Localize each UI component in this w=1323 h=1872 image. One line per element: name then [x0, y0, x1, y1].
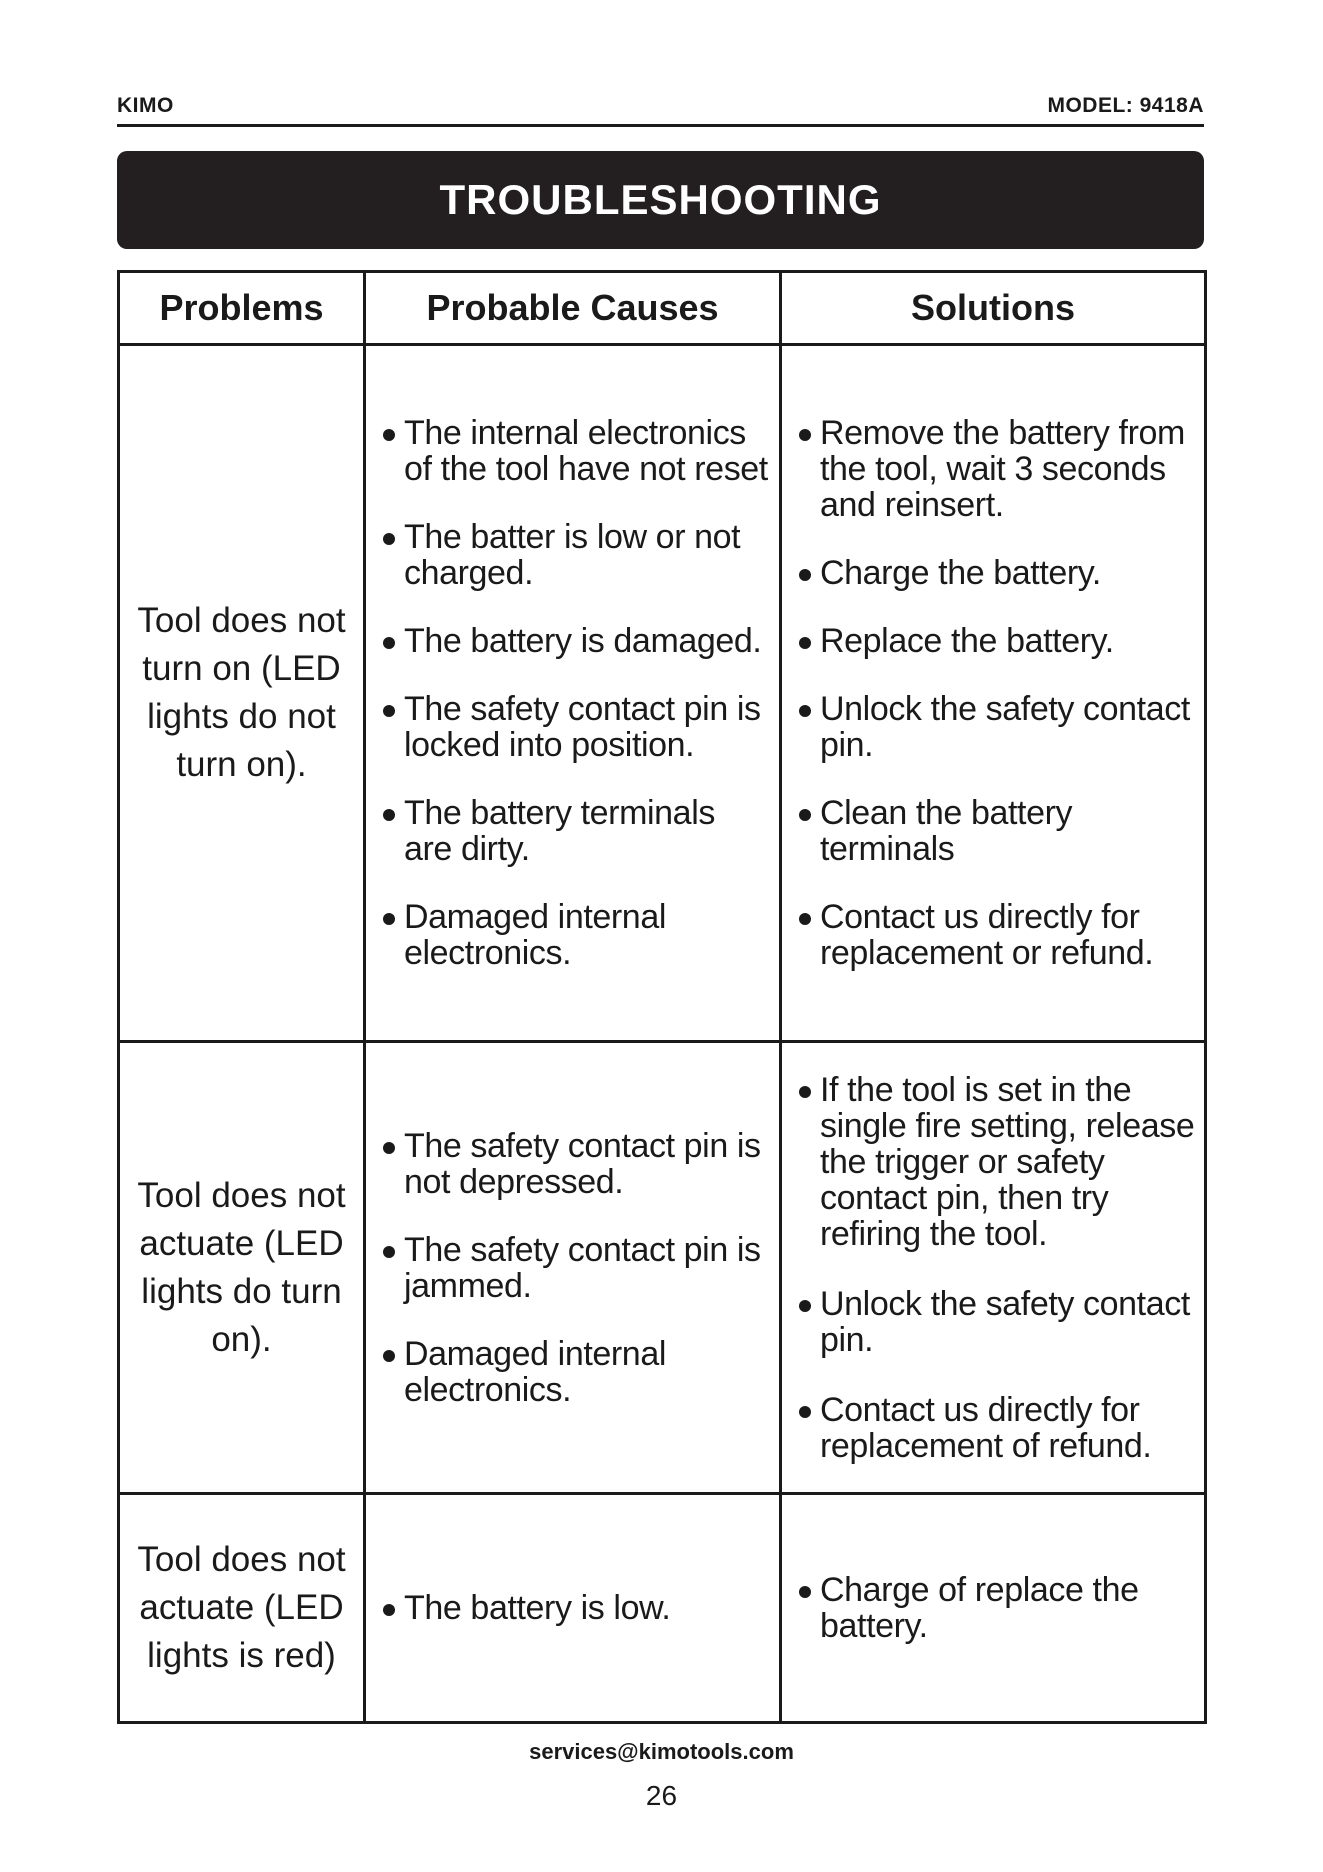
- causes-cell: [365, 1042, 781, 1494]
- section-banner: [117, 151, 1204, 249]
- solutions-cell: [781, 1494, 1206, 1723]
- column-header-solutions: Solutions: [781, 272, 1206, 345]
- table-row: [119, 1042, 1206, 1494]
- solution-item: Replace the battery.: [792, 623, 1196, 659]
- cause-item: The safety contact pin is jammed.: [376, 1232, 771, 1304]
- cause-item: The safety contact pin is not depressed.: [376, 1128, 771, 1200]
- problem-cell: Tool does not turn on (LED lights do not turn on).: [119, 345, 365, 1042]
- solution-item: Contact us directly for replacement of refund.: [792, 1392, 1196, 1464]
- table-row: [119, 1494, 1206, 1723]
- table-header-row: [119, 272, 1206, 345]
- cause-item: The battery is low.: [376, 1590, 771, 1626]
- support-email: services@kimotools.com: [529, 1739, 794, 1764]
- solution-item: Clean the battery terminals: [792, 795, 1196, 867]
- solution-item: Unlock the safety contact pin.: [792, 691, 1196, 763]
- model-number: MODEL: 9418A: [1047, 94, 1204, 117]
- column-header-problems: Problems: [119, 272, 365, 345]
- cause-item: The batter is low or not charged.: [376, 519, 771, 591]
- problem-cell: Tool does not actuate (LED lights do turn on).: [119, 1042, 365, 1494]
- solution-item: Unlock the safety contact pin.: [792, 1286, 1196, 1358]
- solution-item: Remove the battery from the tool, wait 3 seconds and reinsert.: [792, 415, 1196, 523]
- causes-cell: [365, 345, 781, 1042]
- causes-cell: [365, 1494, 781, 1723]
- cause-item: The battery terminals are dirty.: [376, 795, 771, 867]
- column-header-causes: Probable Causes: [365, 272, 781, 345]
- cause-item: The battery is damaged.: [376, 623, 771, 659]
- cause-item: Damaged internal electronics.: [376, 899, 771, 971]
- problem-cell: Tool does not actuate (LED lights is red): [119, 1494, 365, 1723]
- solution-item: Contact us directly for replacement or refund.: [792, 899, 1196, 971]
- cause-item: The internal electronics of the tool have not reset: [376, 415, 771, 487]
- cause-item: Damaged internal electronics.: [376, 1336, 771, 1408]
- page-number: 26: [645, 1780, 678, 1811]
- table-row: [119, 345, 1206, 1042]
- header-divider: [117, 124, 1204, 127]
- section-title: TROUBLESHOOTING: [439, 176, 882, 223]
- solutions-cell: [781, 1042, 1206, 1494]
- cause-item: The safety contact pin is locked into position.: [376, 691, 771, 763]
- brand-name: KIMO: [117, 94, 174, 117]
- troubleshooting-table: [117, 270, 1207, 1724]
- solution-item: Charge of replace the battery.: [792, 1572, 1196, 1644]
- solution-item: Charge the battery.: [792, 555, 1196, 591]
- solutions-cell: [781, 345, 1206, 1042]
- solution-item: If the tool is set in the single fire setting, release the trigger or safety contact pin, then try refiring the tool.: [792, 1072, 1196, 1252]
